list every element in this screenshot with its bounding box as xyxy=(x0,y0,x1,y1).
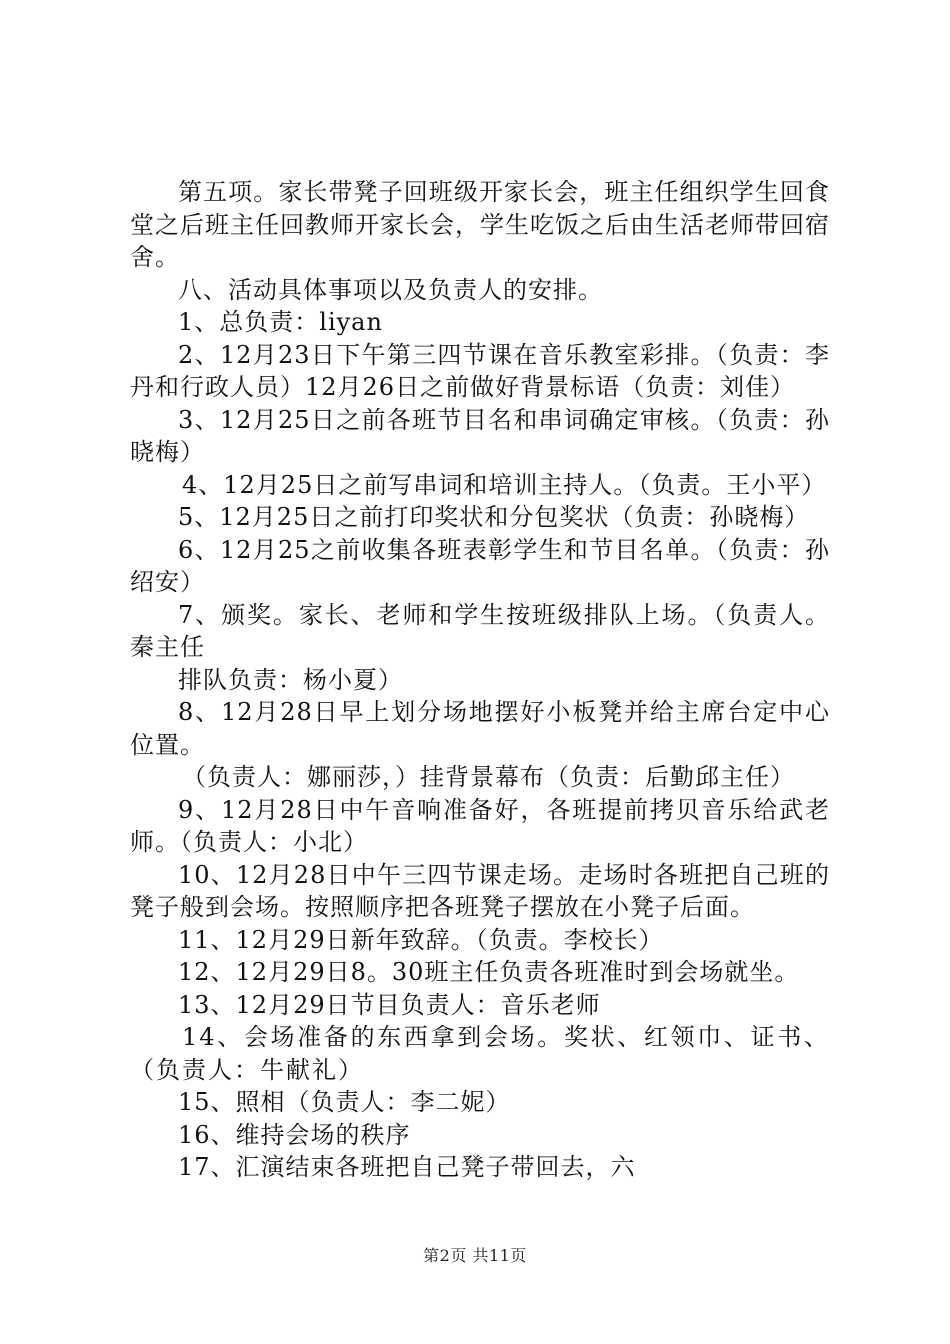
document-body xyxy=(130,176,830,1184)
list-item-13: 13、12月29日节目负责人：音乐老师 xyxy=(178,990,601,1019)
list-item-17: 17、汇演结束各班把自己凳子带回去，六 xyxy=(178,1153,636,1181)
list-item-7: 7、颁奖。家长、老师和学生按班级排队上场。（负责人。秦主任 xyxy=(130,600,830,661)
list-item-5: 5、12月25日之前打印奖状和分包奖状（负责：孙晓梅） xyxy=(178,503,810,531)
list-item-4: 4、12月25日之前写串词和培训主持人。（负责。王小平） xyxy=(182,470,827,499)
list-item-12: 12、12月29日8。30班主任负责各班准时到会场就坐。 xyxy=(178,958,800,986)
list-item-6: 6、12月25之前收集各班表彰学生和节目名单。（负责：孙绍安） xyxy=(130,535,830,596)
list-item-11: 11、12月29日新年致辞。（负责。李校长） xyxy=(178,925,664,954)
list-item-14: 14、会场准备的东西拿到会场。奖状、红领巾、证书、（负责人：牛献礼） xyxy=(130,1023,830,1084)
list-item-9: 9、12月28日中午音响准备好，各班提前拷贝音乐给武老师。（负责人：小北） xyxy=(130,795,830,856)
list-item-15: 15、照相（负责人：李二妮） xyxy=(178,1088,511,1116)
list-item-1: 1、总负责：liyan xyxy=(178,308,383,336)
page-footer: 第2页 共11页 xyxy=(423,1246,527,1265)
list-item-8-continued: （负责人：娜丽莎，）挂背景幕布（负责：后勤邱主任） xyxy=(182,763,795,791)
section-heading-arrangements: 八、活动具体事项以及负责人的安排。 xyxy=(178,275,603,304)
list-item-2: 2、12月23日下午第三四节课在音乐教室彩排。（负责：李丹和行政人员）12月26日之前做好背景标语（负责：刘佳） xyxy=(130,340,830,401)
list-item-8: 8、12月28日早上划分场地摆好小板凳并给主席台定中心位置。 xyxy=(130,698,830,759)
list-item-3: 3、12月25日之前各班节目名和串词确定审核。（负责：孙晓梅） xyxy=(130,405,830,466)
list-item-7-continued: 排队负责：杨小夏） xyxy=(178,665,403,694)
paragraph-item5-parent-meeting: 第五项。家长带凳子回班级开家长会，班主任组织学生回食堂之后班主任回教师开家长会，学生吃饭之后由生活老师带回宿舍。 xyxy=(130,178,830,271)
list-item-16: 16、维持会场的秩序 xyxy=(178,1120,411,1149)
list-item-10: 10、12月28日中午三四节课走场。走场时各班把自己班的凳子般到会场。按照顺序把各班凳子摆放在小凳子后面。 xyxy=(130,860,830,921)
